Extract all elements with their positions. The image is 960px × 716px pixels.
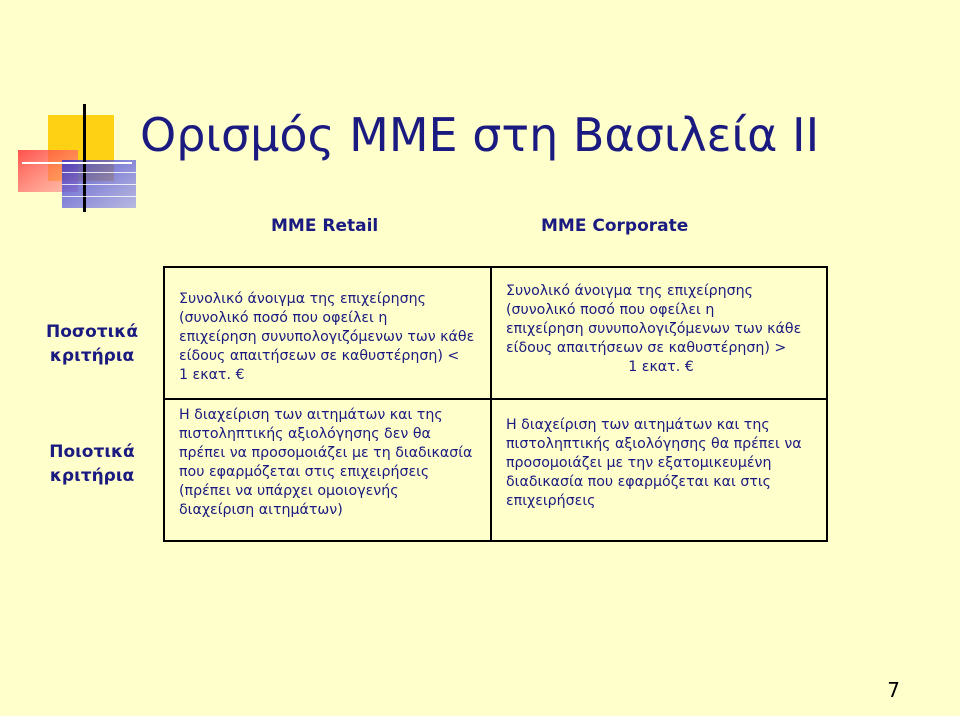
table-top-border [163, 266, 828, 268]
cell-line: είδους απαιτήσεων σε καθυστέρηση) > [506, 340, 787, 356]
cell-line: Συνολικό άνοιγμα της επιχείρησης [179, 291, 426, 307]
row-header-qualitative [22, 440, 162, 488]
cell-line: προσομοιάζει με την εξατομικευμένη [506, 455, 772, 471]
decorative-squares-logo [0, 0, 150, 220]
row-header-qualitative-line2: κριτήρια [49, 466, 135, 486]
cell-corporate-quantitative [506, 282, 816, 377]
cell-line: 1 εκατ. € [628, 359, 694, 375]
logo-grid-line-3 [62, 196, 136, 197]
cell-retail-quantitative [179, 290, 479, 385]
cell-line: (συνολικό ποσό που οφείλει η [506, 302, 715, 318]
column-header-retail: ΜΜΕ Retail [271, 216, 379, 236]
logo-vertical-line [83, 104, 86, 212]
cell-line: (συνολικό ποσό που οφείλει η [179, 310, 388, 326]
row-header-qualitative-line1: Ποιοτικά [49, 442, 135, 462]
cell-line: διαχείριση αιτημάτων) [179, 502, 343, 518]
page-number: 7 [887, 678, 900, 702]
table-row-divider [163, 398, 828, 400]
row-header-quantitative-line1: Ποσοτικά [45, 322, 139, 342]
cell-line: είδους απαιτήσεων σε καθυστέρηση) < [179, 348, 460, 364]
cell-line: 1 εκατ. € [179, 367, 245, 383]
cell-line: διαδικασία που εφαρμόζεται και στις [506, 474, 771, 490]
logo-grid-line-1 [62, 172, 136, 173]
cell-line: πρέπει να προσομοιάζει με τη διαδικασία [179, 445, 473, 461]
row-header-quantitative-line2: κριτήρια [49, 346, 135, 366]
cell-line: Η διαχείριση των αιτημάτων και της [506, 417, 770, 433]
cell-line: πιστοληπτικής αξιολόγησης θα πρέπει να [506, 436, 802, 452]
cell-line: επιχείρηση συνυπολογιζόμενων των κάθε [506, 321, 802, 337]
cell-line: που εφαρμόζεται στις επιχειρήσεις [179, 464, 430, 480]
logo-grid-line-2 [62, 184, 136, 185]
row-header-quantitative [22, 320, 162, 368]
table-right-border [826, 266, 828, 542]
table-left-border [163, 266, 165, 542]
table-bottom-border [163, 540, 828, 542]
cell-corporate-qualitative [506, 416, 816, 511]
cell-line: επιχειρήσεις [506, 493, 596, 509]
cell-line: Η διαχείριση των αιτημάτων και της [179, 407, 443, 423]
cell-line: επιχείρηση συνυπολογιζόμενων των κάθε [179, 329, 475, 345]
cell-line: πιστοληπτικής αξιολόγησης δεν θα [179, 426, 431, 442]
table-middle-border [490, 266, 492, 542]
logo-horizontal-line [22, 162, 132, 164]
column-header-corporate: ΜΜΕ Corporate [541, 216, 689, 236]
cell-line: (πρέπει να υπάρχει ομοιογενής [179, 483, 399, 499]
cell-line: Συνολικό άνοιγμα της επιχείρησης [506, 283, 753, 299]
cell-retail-qualitative [179, 406, 479, 520]
slide-title: Ορισμός ΜΜΕ στη Βασιλεία ΙΙ [140, 108, 820, 162]
